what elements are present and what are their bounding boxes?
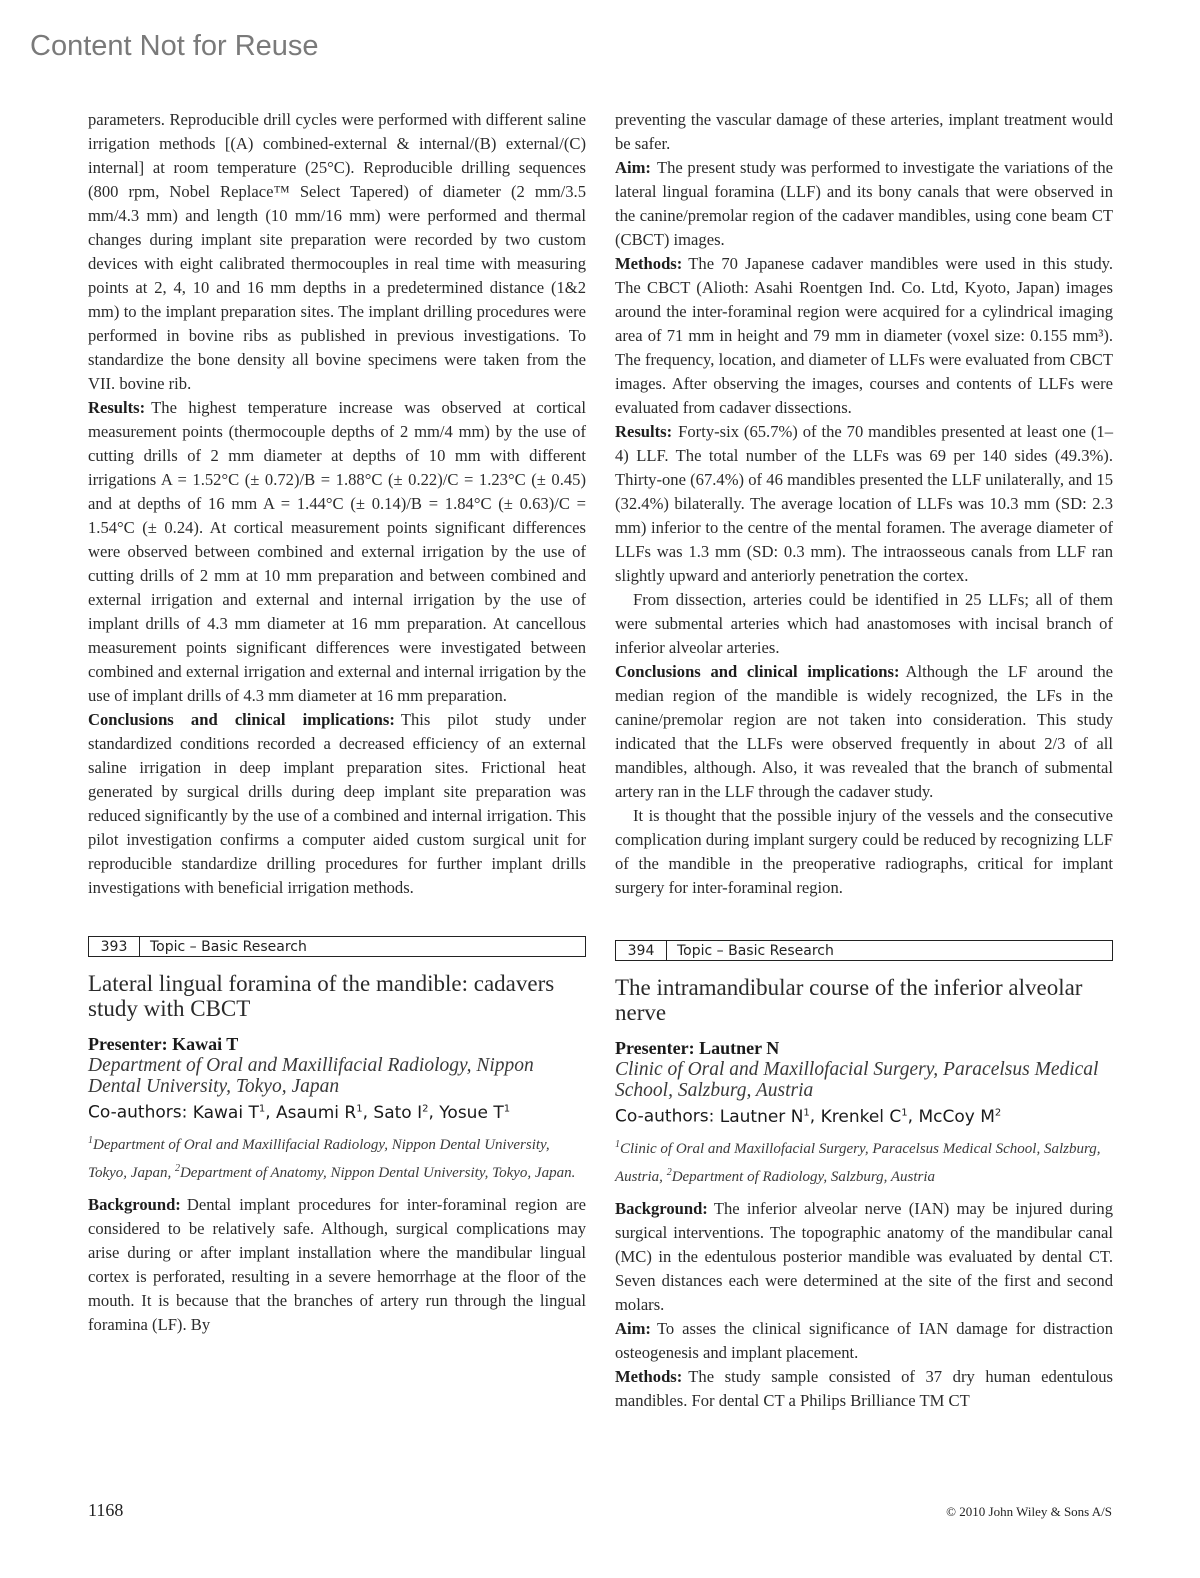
topic-label: Topic – Basic Research (150, 938, 307, 955)
abstract-number: 393 (89, 937, 140, 956)
coauthor: Lautner $N^1$ (719, 1106, 810, 1127)
results-text: Forty-six (65.7%) of the 70 mandibles presented at least one (1–4) LLF. The total number of the LLFs was 69 per 140 sides (49.3%). Thirty-one (67.4%) of 46 mandibles presented the LLF unilaterally, and 15 (32.4%) bilaterally. The average location of LLFs was 10.3 mm (SD: 2.3 mm) inferior to the centre of the mental foramen. The average diameter of LLFs was 1.3 mm (SD: 0.3 mm). The intraosseous canals from LLF ran slightly upward and anteriorly penetration the cortex. (615, 422, 1113, 585)
affiliation: Department of Oral and Maxillifacial Radiology, Nippon Dental University, Tokyo, Japan (88, 1055, 534, 1097)
background-text: The inferior alveolar nerve (IAN) may be injured during surgical interventions. The topographic anatomy of the mandibular canal (MC) in the edentulous posterior mandible was evaluated by dental CT. Seven distances each were determined at the site of the first and second molars. (615, 1198, 1113, 1314)
aim-label: Aim: (615, 1318, 651, 1338)
conclusions-label: Conclusions and clinical implications: (615, 662, 900, 681)
methods-paragraph (615, 252, 1113, 420)
coauthors: Co-authors: Kawai $T^1$, Asaumi $R^1$, Sato $I^2$, Yosue $T^1$ (88, 1102, 511, 1123)
methods-continuation: parameters. Reproducible drill cycles were performed with different saline irrigation methods [(A) combined-external & internal/(B) external/(C) internal] at room temperature (25°C). Reproducible drilling sequences (800 rpm, Nobel Replace™ Select Tapered) of diameter (2 mm/3.5 mm/4.3 mm) and length (10 mm/16 mm) were performed and thermal changes during implant site preparation were recorded by two custom devices with eight calibrated thermocouples in real time with measuring points at 2, 4, 10 and 16 mm depths in a predetermined distance (1&2 mm) to the implant preparation sites. The implant drilling procedures were performed in bovine ribs as published in previous investigations. To standardize the bone density all bovine specimens were taken from the VII. bovine rib. (88, 110, 586, 393)
coauthor: Krenkel $C^1$ (820, 1106, 908, 1127)
affiliation-notes: $^1$Clinic of Oral and Maxillofacial Surgery, Paracelsus Medical School, Salzburg, Austria, $^2$Department of Radiology, Salzburg, Austria (615, 1138, 1101, 1185)
conclusions-text: Although the LF around the median region of the mandible is widely recognized, the LFs in the canine/premolar region are not taken into consideration. This study indicated that the LLFs were observed frequently in about 2/3 of all mandibles, although. Also, it was revealed that the branch of submental artery ran in the LLF through the cadaver study. (615, 662, 1113, 801)
presenter: Presenter: Lautner N (615, 1038, 780, 1058)
results-label: Results: (615, 422, 673, 441)
conclusions-text: This pilot study under standardized conditions recorded a decreased efficiency of an external saline irrigation in deep implant preparation sites. Frictional heat generated by surgical drills during deep implant site preparation was reduced significantly by the use of a combined and internal irrigation. This pilot investigation confirms a computer aided custom surgical unit for reproducible standardize drilling procedures for further implant drills investigations with beneficial irrigation methods. (88, 710, 586, 897)
methods-label: Methods: (615, 254, 683, 273)
methods-text: The 70 Japanese cadaver mandibles were used in this study. The CBCT (Alioth: Asahi Roentgen Ind. Co. Ltd, Kyoto, Japan) images around the inter-foraminal region were acquired for a cylindrical imaging area of 71 mm in height and 79 mm in diameter (voxel size: 0.155 mm³). The frequency, location, and diameter of LLFs were evaluated from CBCT images. After observing the images, courses and contents of LLFs were evaluated from cadaver dissections. (615, 254, 1113, 417)
abstract-number: 394 (616, 941, 667, 960)
coauthor: Asaumi $R^1$ (276, 1102, 363, 1123)
coauthor: McCoy $M^2$ (918, 1106, 1002, 1127)
aim-paragraph (615, 156, 1113, 252)
background-continuation: preventing the vascular damage of these arteries, implant treatment would be safer. (615, 110, 1113, 153)
aim-label: Aim: (615, 158, 651, 177)
coauthors-label: Co-authors: (88, 1102, 188, 1123)
background-text: Dental implant procedures for inter-foraminal region are considered to be relatively safe. Although, surgical complications may arise during or after implant installation where the mandibular lingual cortex is perforated, resulting in a severe hemorrhage at the floor of the mouth. It is because that the branches of artery run through the lingual foramina (LF). By (88, 1194, 586, 1334)
aim-paragraph (615, 1317, 1113, 1365)
coauthor: Yosue $T^1$ (439, 1102, 511, 1123)
conclusions-paragraph (615, 660, 1113, 804)
results-paragraph (88, 396, 586, 708)
coauthor: Kawai $T^1$ (192, 1102, 266, 1123)
left-column (88, 108, 586, 1337)
abstract-topic-header (615, 940, 1113, 961)
affiliation: Clinic of Oral and Maxillofacial Surgery, Paracelsus Medical School, Salzburg, Austria (615, 1059, 1099, 1101)
abstract-topic-header (88, 936, 586, 957)
abstract-title: The intramandibular course of the inferior alveolar nerve (615, 975, 1083, 1025)
results-paragraph (615, 420, 1113, 588)
methods-text: The study sample consisted of 37 dry human edentulous mandibles. For dental CT a Philips Brilliance TM CT (615, 1366, 1113, 1410)
methods-label: Methods: (615, 1366, 683, 1386)
right-column (615, 108, 1113, 1413)
background-paragraph (615, 1197, 1113, 1317)
abstract-title: Lateral lingual foramina of the mandible: cadavers study with CBCT (88, 971, 555, 1021)
page-number: 1168 (88, 1500, 124, 1520)
conclusions-paragraph (88, 708, 586, 900)
presenter: Presenter: Kawai T (88, 1034, 239, 1054)
results-paragraph-2: From dissection, arteries could be identified in 25 LLFs; all of them were submental arteries which had anastomoses with incisal branch of inferior alveolar arteries. (615, 590, 1113, 657)
conclusions-label: Conclusions and clinical implications: (88, 710, 395, 729)
background-label: Background: (615, 1198, 708, 1218)
coauthors: Co-authors: Lautner $N^1$, Krenkel $C^1$, McCoy $M^2$ (615, 1106, 1002, 1127)
copyright: © 2010 John Wiley & Sons A/S (946, 1504, 1112, 1519)
background-paragraph (88, 1193, 586, 1337)
watermark: Content Not for Reuse (30, 30, 319, 62)
methods-paragraph (615, 1365, 1113, 1413)
topic-label: Topic – Basic Research (677, 942, 834, 959)
aim-text: The present study was performed to investigate the variations of the lateral lingual foramina (LLF) and its bony canals that were observed in the canine/premolar region of the cadaver mandibles, using cone beam CT (CBCT) images. (615, 158, 1113, 249)
coauthor: Sato $I^2$ (373, 1102, 429, 1123)
coauthors-label: Co-authors: (615, 1106, 715, 1127)
results-text: The highest temperature increase was observed at cortical measurement points (thermocouple depths of 2 mm/4 mm) by the use of cutting drills of 2 mm diameter at depths of 10 mm with different irrigations A = 1.52°C (± 0.72)/B = 1.88°C (± 0.22)/C = 1.23°C (± 0.45) and at depths of 16 mm A = 1.44°C (± 0.14)/B = 1.84°C (± 0.63)/C = 1.54°C (± 0.24). At cortical measurement points significant differences were observed between combined and external irrigation by the use of cutting drills of 2 mm at 10 mm preparation and between combined and external irrigation and external and internal irrigation by the use of implant drills of 4.3 mm diameter at 16 mm preparation. At cancellous measurement points significant differences were investigated between combined and external irrigation and external and internal irrigation by the use of implant drills of 4.3 mm diameter at 16 mm preparation. (88, 398, 586, 705)
background-label: Background: (88, 1194, 181, 1214)
results-label: Results: (88, 398, 146, 417)
aim-text: To asses the clinical significance of IAN damage for distraction osteogenesis and implant placement. (615, 1318, 1113, 1362)
affiliation-notes: $^1$Department of Oral and Maxillifacial Radiology, Nippon Dental University, Tokyo, Japan, $^2$Department of Anatomy, Nippon Dental University, Tokyo, Japan. (88, 1134, 576, 1181)
conclusions-paragraph-2: It is thought that the possible injury of the vessels and the consecutive complication during implant surgery could be reduced by recognizing LLF of the mandible in the preoperative radiographs, critical for implant surgery for inter-foraminal region. (615, 806, 1113, 897)
